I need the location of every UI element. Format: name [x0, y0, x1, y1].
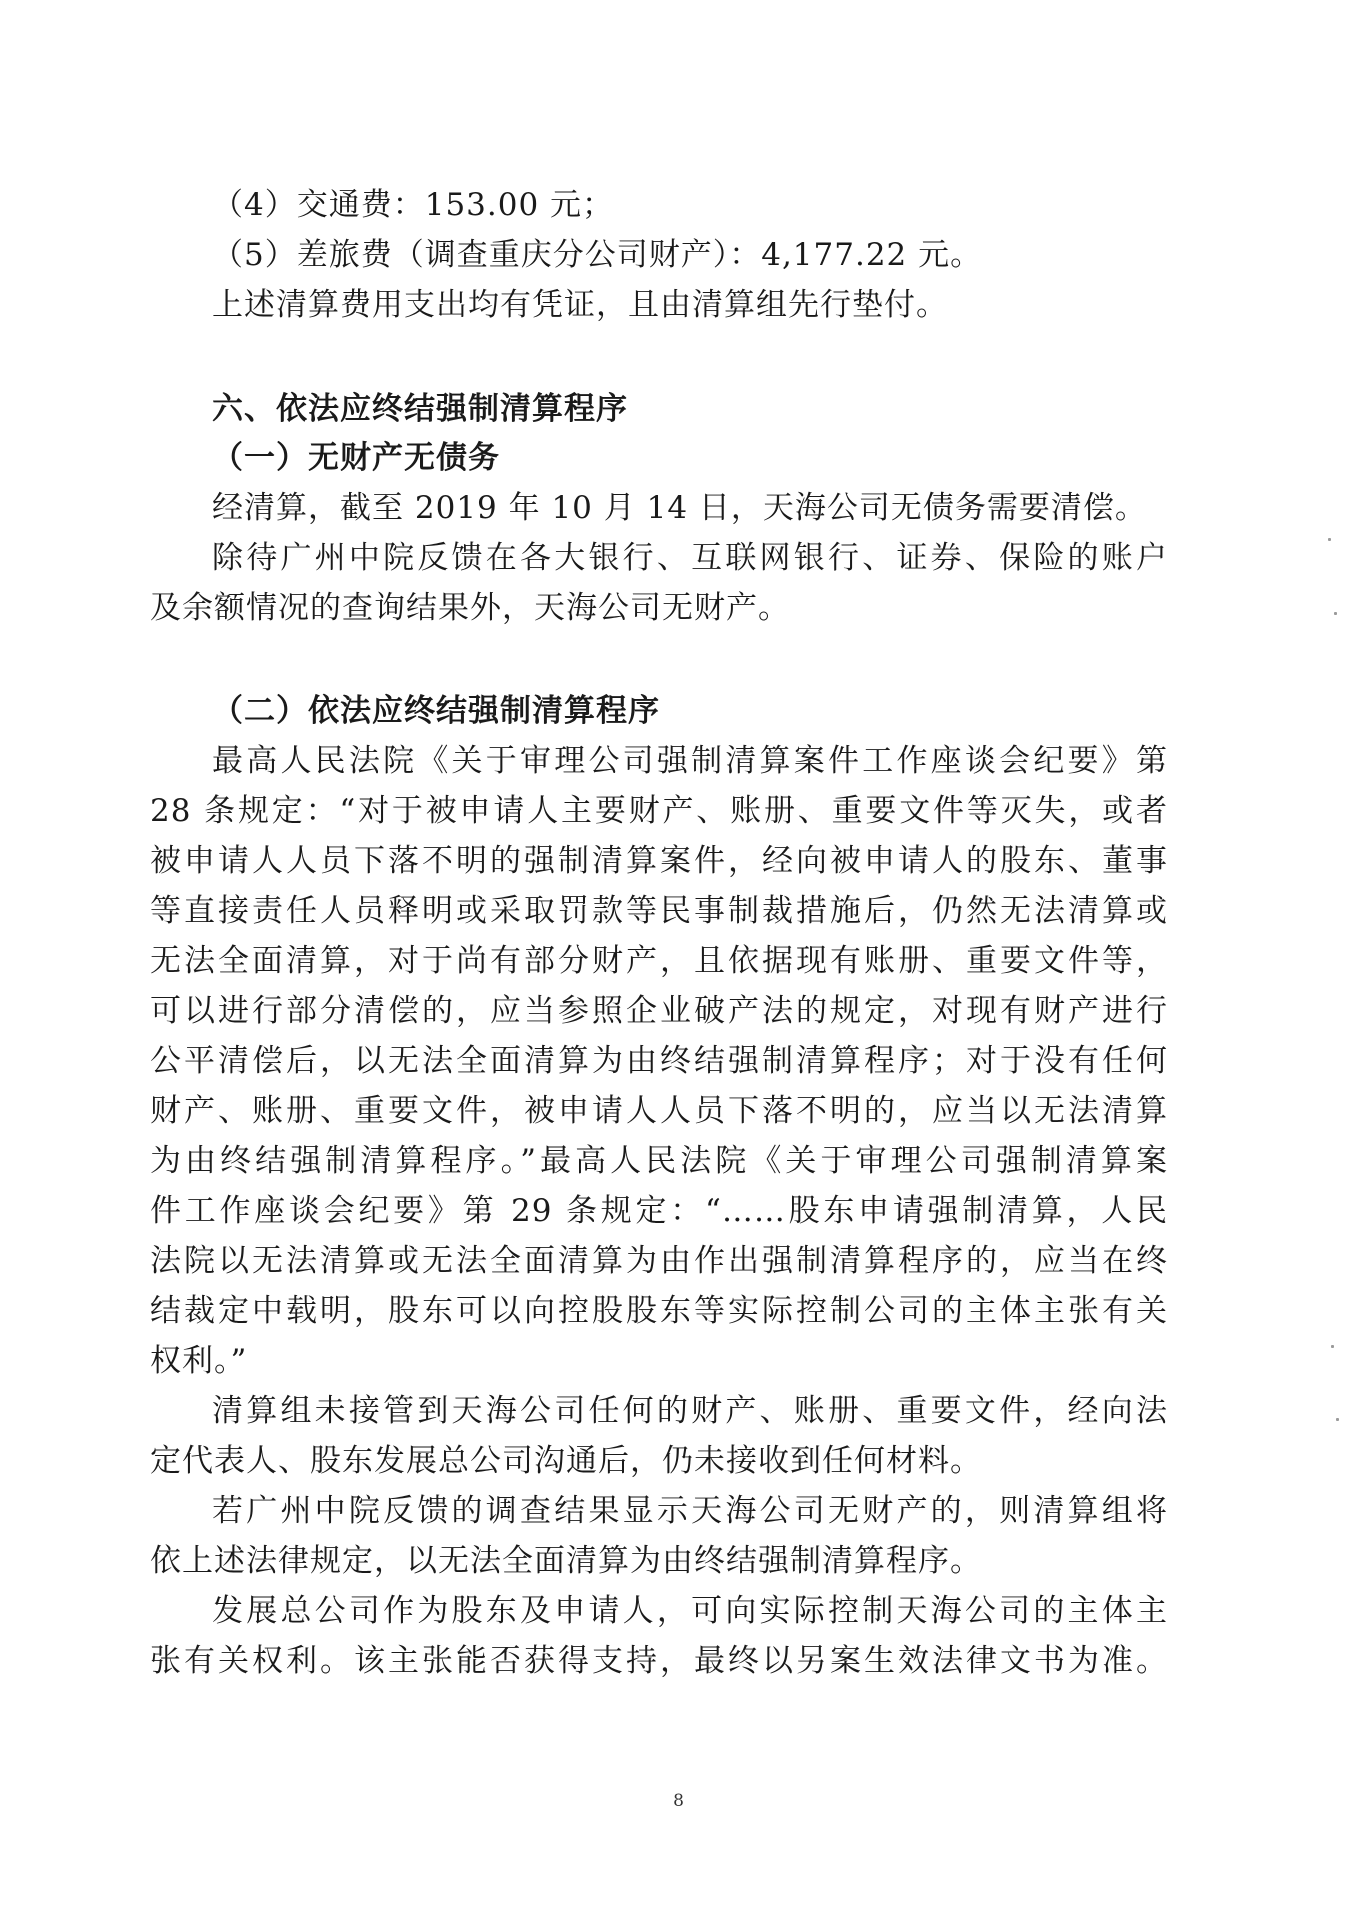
- scan-speck: [1336, 1418, 1339, 1421]
- paragraph-line: 及余额情况的查询结果外，天海公司无财产。: [150, 590, 790, 626]
- paragraph-line: 除待广州中院反馈在各大银行、互联网银行、证券、保险的账户: [212, 540, 1168, 576]
- section-heading-6: 六、依法应终结强制清算程序: [212, 391, 628, 427]
- paragraph-line: 财产、账册、重要文件，被申请人人员下落不明的，应当以无法清算: [150, 1093, 1168, 1129]
- page-number: 8: [673, 1791, 684, 1811]
- subsection-heading-2: （二）依法应终结强制清算程序: [212, 693, 660, 729]
- paragraph-line: 经清算，截至 2019 年 10 月 14 日，天海公司无债务需要清偿。: [212, 490, 1147, 526]
- paragraph-line: 28 条规定：“对于被申请人主要财产、账册、重要文件等灭失，或者: [150, 793, 1168, 829]
- paragraph-line: 无法全面清算，对于尚有部分财产，且依据现有账册、重要文件等，: [150, 943, 1168, 979]
- paragraph-line: 依上述法律规定，以无法全面清算为由终结强制清算程序。: [150, 1543, 982, 1579]
- subsection-heading-1: （一）无财产无债务: [212, 440, 500, 476]
- scan-speck: [1331, 1345, 1334, 1348]
- paragraph-line: 被申请人人员下落不明的强制清算案件，经向被申请人的股东、董事: [150, 843, 1168, 879]
- paragraph-line: 等直接责任人员释明或采取罚款等民事制裁措施后，仍然无法清算或: [150, 893, 1168, 929]
- paragraph-line: 法院以无法清算或无法全面清算为由作出强制清算程序的，应当在终: [150, 1243, 1168, 1279]
- paragraph-line: 件工作座谈会纪要》第 29 条规定：“……股东申请强制清算，人民: [150, 1193, 1168, 1229]
- paragraph-line: 清算组未接管到天海公司任何的财产、账册、重要文件，经向法: [212, 1393, 1168, 1429]
- expense-item-4: （4）交通费：153.00 元；: [212, 187, 615, 223]
- scan-speck: [1334, 612, 1337, 615]
- expense-note: 上述清算费用支出均有凭证，且由清算组先行垫付。: [212, 287, 948, 323]
- paragraph-line: 张有关权利。该主张能否获得支持，最终以另案生效法律文书为准。: [150, 1643, 1168, 1679]
- paragraph-line: 结裁定中载明，股东可以向控股股东等实际控制公司的主体主张有关: [150, 1293, 1168, 1329]
- paragraph-line: 若广州中院反馈的调查结果显示天海公司无财产的，则清算组将: [212, 1493, 1168, 1529]
- expense-item-5: （5）差旅费（调查重庆分公司财产）：4,177.22 元。: [212, 237, 983, 273]
- paragraph-line: 最高人民法院《关于审理公司强制清算案件工作座谈会纪要》第: [212, 743, 1168, 779]
- paragraph-line: 定代表人、股东发展总公司沟通后，仍未接收到任何材料。: [150, 1443, 982, 1479]
- paragraph-line: 权利。”: [150, 1343, 248, 1379]
- paragraph-line: 可以进行部分清偿的，应当参照企业破产法的规定，对现有财产进行: [150, 993, 1168, 1029]
- paragraph-line: 为由终结强制清算程序。”最高人民法院《关于审理公司强制清算案: [150, 1143, 1168, 1179]
- paragraph-line: 公平清偿后，以无法全面清算为由终结强制清算程序；对于没有任何: [150, 1043, 1168, 1079]
- scan-speck: [1328, 538, 1331, 541]
- paragraph-line: 发展总公司作为股东及申请人，可向实际控制天海公司的主体主: [212, 1593, 1168, 1629]
